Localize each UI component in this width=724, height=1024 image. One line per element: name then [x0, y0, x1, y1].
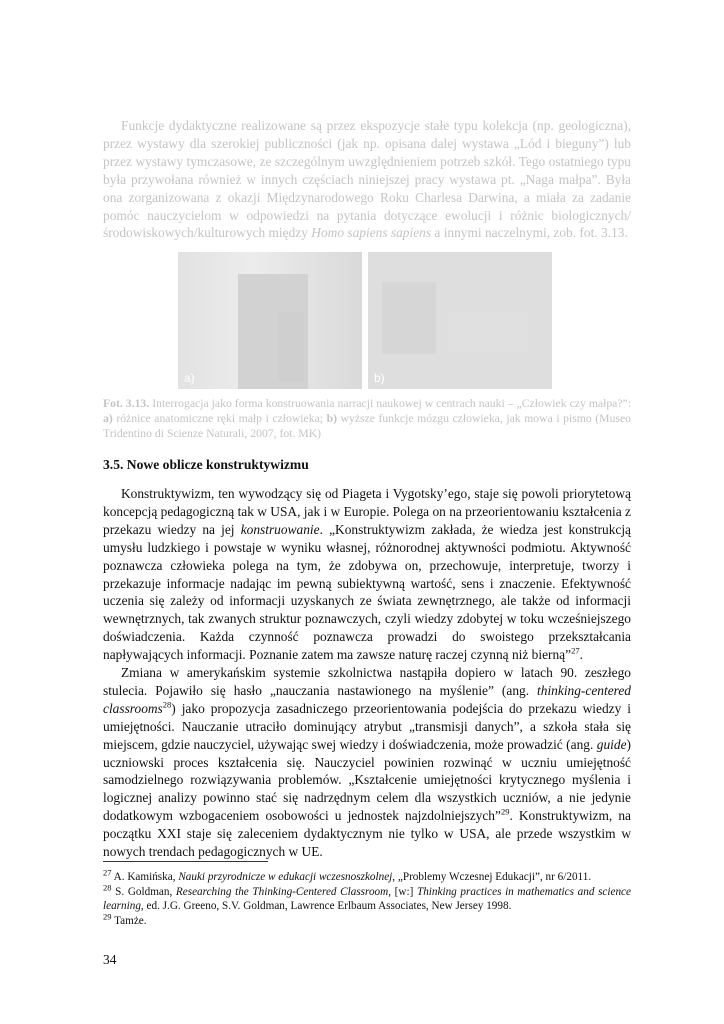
section-heading: 3.5. Nowe oblicze konstruktywizmu [103, 457, 309, 472]
para2-text: ) jako propozycja zasadniczego przeorientowania podejścia do przekazu wiedzy i umiejętności. Nauczanie utraciło dominujący atrybut „transmisji danych”, a szkoła stała się miejscem, gdzie nauczyciel, używając swej wiedzy i doświadczenia, może prowadzić (ang. [103, 700, 631, 752]
visitor-silhouette [278, 312, 304, 382]
footnote-text: , „Problemy Wczesnej Edukacji”, nr 6/2011. [392, 871, 592, 883]
caption-fot: Fot. 3.13. [103, 397, 150, 410]
footnote-text: A. Kamińska, [111, 871, 179, 883]
footnote-italic: Researching the Thinking-Centered Classroom [175, 885, 389, 898]
footnote-28 [103, 881, 631, 914]
footnote-italic: Nauki przyrodnicze w edukacji wczesnoszkolnej [178, 871, 393, 883]
footnote-29 [103, 911, 631, 929]
para2-italic: guide [596, 736, 627, 752]
body-paragraph-2 [103, 664, 631, 861]
intro-italic: Homo sapiens sapiens [311, 225, 432, 241]
intro-text: Funkcje dydaktyczne realizowane są przez ekspozycje stałe typu kolekcja (np. geologiczna), przez wystawy dla szerokiej publiczności (jak np. opisana dalej wystawa „Lód i bieguny”) lub przez wystawy tymczasowe, ze szczególnym uwzględnieniem potrzeb szkół. Tego ostatniego typu była przywołana również w innych częściach niniejszej pracy wystawa pt. „Naga małpa”. Była ona zorganizowana z okazji Międzynarodowego Roku Charlesa Darwina, a miała za zadanie pomóc nauczycielom w odpowiedzi na pytania dotyczące ewolucji i różnic biologicznych/środowiskowych/kulturowych między [103, 118, 631, 241]
exhibit-screen [448, 312, 528, 352]
caption-a: a) [103, 412, 113, 426]
photo-pair [178, 252, 552, 389]
footnote-ref-27[interactable]: 27 [571, 645, 580, 656]
photo-a [178, 252, 362, 389]
para1-text: . „Konstruktywizm zakłada, że wiedza jest konstrukcją umysłu ludzkiego i powstaje w wyniku własnej, różnorodnej aktywności podmiotu. Aktywność poznawcza człowieka polega na tym, że zdobywa on, przechowuje, interpretuje, tworzy i przekazuje informacje nadając im pewną subiektywną wartość, sens i znaczenie. Efektywność uczenia się zależy od informacji uzyskanych ze świata zewnętrznego, ale także od informacji wewnętrznych, tak zwanych struktur poznawczych, czyli wiedzy zdobytej w toku wcześniejszego doświadczenia. Każda czynność poznawcza prowadzi do swoistego przekształcania napływających informacji. Poznanie zatem ma zawsze naturę raczej czynną niż bierną” [103, 521, 631, 663]
caption-text: różnice anatomiczne ręki małp i człowieka; [112, 412, 327, 426]
exhibit-screen [382, 282, 436, 354]
caption-b: b) [326, 412, 337, 426]
footnote-ref-28[interactable]: 28 [162, 699, 172, 710]
para1-text: . [579, 647, 583, 663]
para2-text: Zmiana w amerykańskim systemie szkolnictwa nastąpiła dopiero w latach 90. zeszłego stulecia. Pojawiło się hasło „nauczania nastawionego na myślenie” (ang. [103, 665, 631, 698]
para1-text: Konstruktywizm, ten wywodzący się od Piageta i Vygotsky’ego, staje się powoli priorytetową koncepcją pedagogiczną tak w USA, jak i w Europie. Polega on na przeorientowaniu kształcenia z przekazu wiedzy na jej [103, 486, 631, 537]
footnote-27 [103, 867, 631, 885]
intro-text: a innymi naczelnymi, zob. fot. 3.13. [431, 225, 628, 241]
footnote-number: 27 [103, 867, 112, 878]
footnote-divider [103, 861, 268, 862]
footnote-text: , ed. J.G. Greeno, S.V. Goldman, Lawrence Erlbaum Associates, New Jersey 1998. [140, 900, 512, 913]
photo-b [368, 252, 552, 389]
footnote-text: S. Goldman, [111, 885, 176, 898]
para2-text: ) uczniowski proces kształcenia się. Nauczyciel powinien rozwinąć w uczniu umiejętność samodzielnego rozwiązywania problemów. „Kształcenie umiejętności krytycznego myślenia i logicznej analizy powinno stać się nadrzędnym celem dla wszystkich uczniów, a nie jedynie dodatkowym wzbogaceniem osobowości u jednostek najzdolniejszych” [103, 736, 631, 824]
footnote-text: , [w:] [388, 885, 417, 898]
footnote-number: 29 [103, 911, 112, 922]
footnote-ref-29[interactable]: 29 [500, 806, 510, 817]
intro-paragraph [103, 117, 631, 242]
photo-a-label: a) [184, 371, 195, 385]
caption-text: wyższe funkcje mózgu człowieka, jak mowa i pismo (Museo Tridentino di Scienze Naturali, 2007, fot. MK) [103, 412, 631, 441]
footnote-number: 28 [103, 881, 112, 892]
footnote-italic: Thinking practices in mathematics and science learning [103, 885, 631, 913]
footnotes [103, 867, 631, 928]
caption-text: Interrogacja jako forma konstruowania narracji naukowej w centrach nauki – „Człowiek czy małpa?”: [149, 397, 631, 410]
footnote-text: Tamże. [111, 914, 147, 927]
body-paragraph-1 [103, 485, 631, 664]
photo-b-label: b) [374, 371, 385, 385]
para2-text: . Konstruktywizm, na początku XXI staje się zaleceniem dydaktycznym nie tylko w USA, ale przede wszystkim w nowych trendach pedagogicznych w UE. [103, 808, 631, 860]
para1-italic: konstruowanie [240, 521, 320, 537]
photo-caption [103, 396, 631, 442]
page-number: 34 [103, 952, 117, 967]
para2-italic: thinking-centered classrooms [103, 682, 631, 716]
